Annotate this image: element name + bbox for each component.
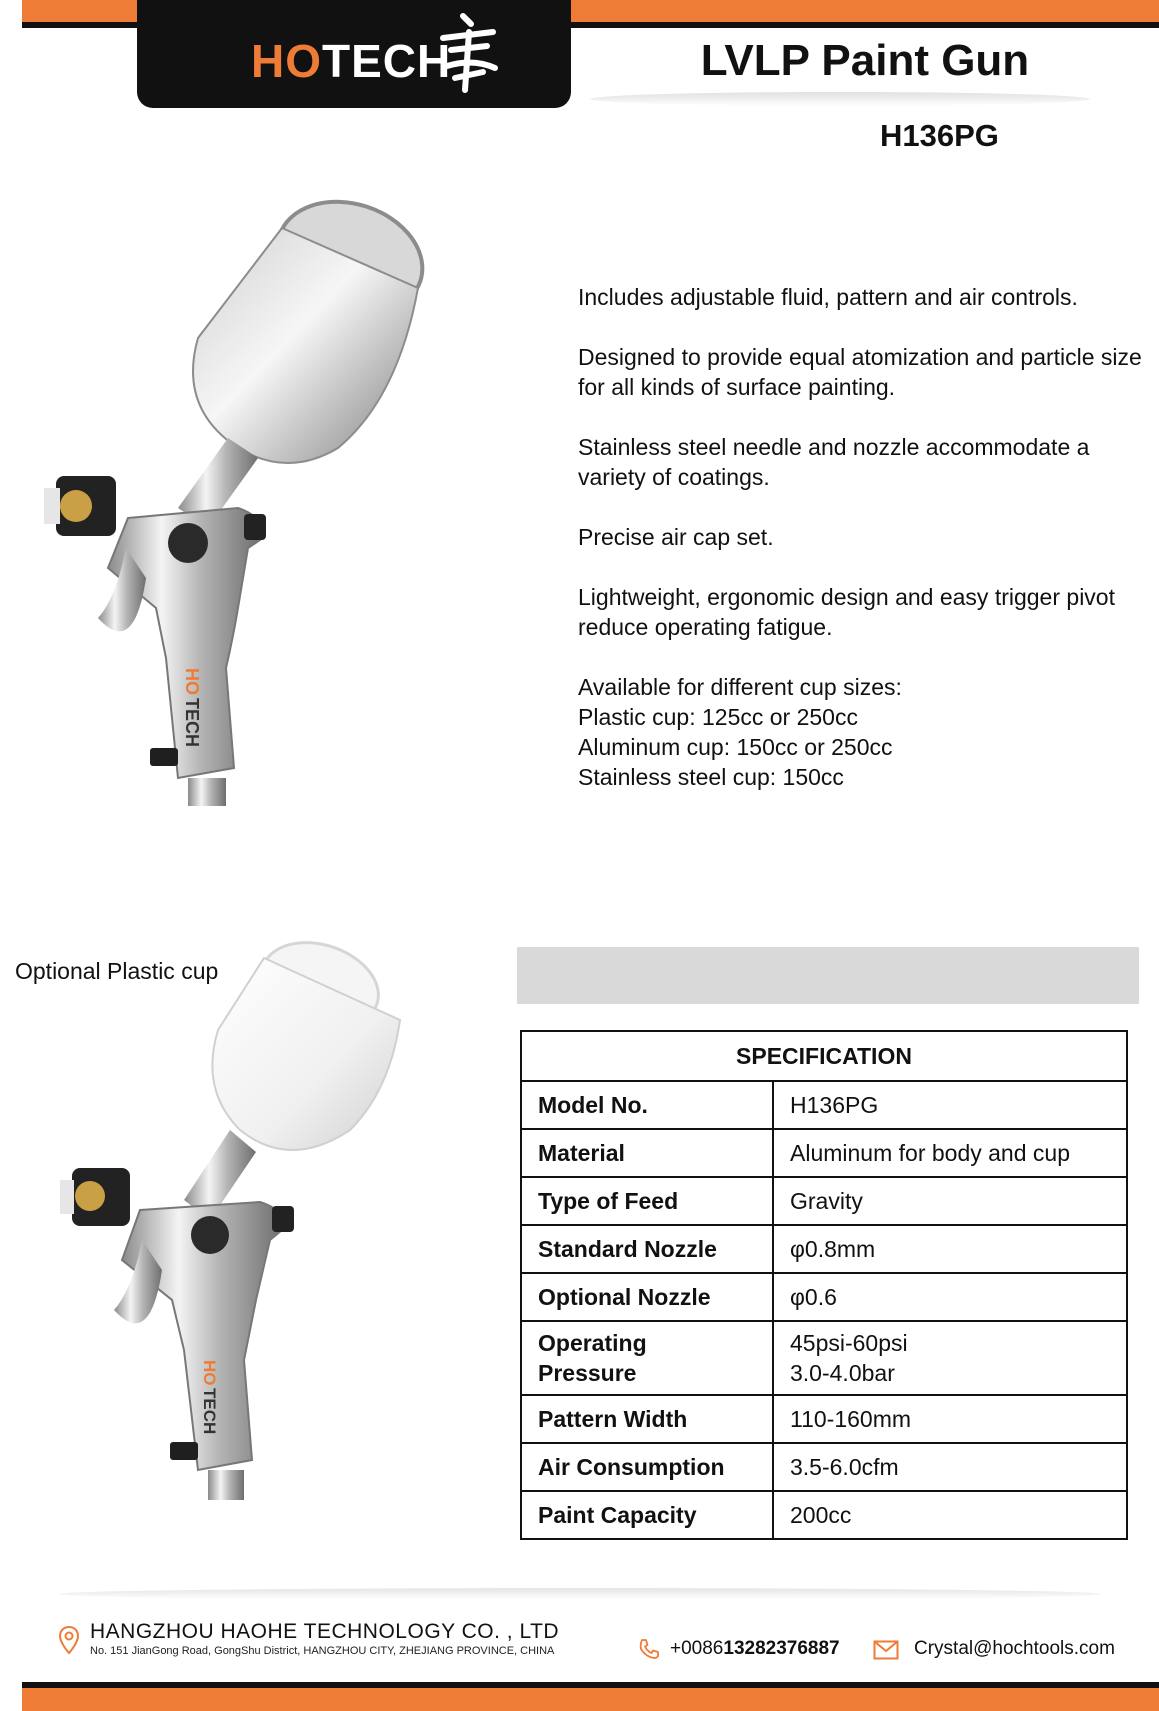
- spec-value-line: 45psi-60psi: [790, 1330, 908, 1356]
- feature-item: Stainless steel needle and nozzle accommodate a variety of coatings.: [578, 434, 1090, 490]
- spec-row: [521, 1177, 1127, 1225]
- company-address: No. 151 JianGong Road, GongShu District, HANGZHOU CITY, ZHEJIANG PROVINCE, CHINA: [90, 1645, 555, 1657]
- bottom-accent-bar: [22, 1688, 1159, 1711]
- spec-row: [521, 1443, 1127, 1491]
- spec-key: Standard Nozzle: [521, 1225, 773, 1273]
- brand-logo: [137, 0, 571, 108]
- spec-key-line: Operating: [538, 1330, 647, 1356]
- spec-row: [521, 1273, 1127, 1321]
- spec-value-line: 3.0-4.0bar: [790, 1360, 895, 1386]
- page-title: LVLP Paint Gun: [700, 36, 1030, 85]
- cup-size-item: Stainless steel cup: 150cc: [578, 764, 844, 790]
- cup-size-item: Plastic cup: 125cc or 250cc: [578, 704, 858, 730]
- spec-row: [521, 1129, 1127, 1177]
- phone-icon: [637, 1637, 661, 1661]
- spec-value: Aluminum for body and cup: [773, 1129, 1127, 1177]
- logo-calligraphy-icon: [433, 10, 503, 95]
- spec-header-row: [521, 1031, 1127, 1081]
- phone-digits: 13282376887: [723, 1638, 840, 1659]
- spec-value: φ0.8mm: [773, 1225, 1127, 1273]
- logo-tech: TECH: [322, 35, 452, 87]
- spec-key: Optional Nozzle: [521, 1273, 773, 1321]
- feature-list: [578, 282, 1148, 792]
- spec-row: [521, 1395, 1127, 1443]
- spec-row: [521, 1491, 1127, 1539]
- spec-value: 110-160mm: [773, 1395, 1127, 1443]
- spec-value: 3.5-6.0cfm: [773, 1443, 1127, 1491]
- spec-key: Type of Feed: [521, 1177, 773, 1225]
- company-name: HANGZHOU HAOHE TECHNOLOGY CO. , LTD: [90, 1620, 560, 1643]
- phone-number[interactable]: [670, 1638, 840, 1660]
- logo-wordmark: [251, 34, 451, 88]
- spec-heading: SPECIFICATION: [521, 1031, 1127, 1081]
- spec-row: [521, 1081, 1127, 1129]
- spec-key: Model No.: [521, 1081, 773, 1129]
- title-underline-shadow: [590, 92, 1090, 106]
- logo-ho: HO: [251, 35, 322, 87]
- paint-gun-plastic-cup-image: [50, 930, 420, 1560]
- spec-banner: [517, 947, 1139, 1004]
- paint-gun-aluminum-image: [38, 188, 458, 868]
- svg-text:TECH: TECH: [182, 698, 202, 747]
- spec-key-line: Pressure: [538, 1360, 637, 1386]
- spec-key: Pattern Width: [521, 1395, 773, 1443]
- feature-item: Includes adjustable fluid, pattern and air controls.: [578, 284, 1078, 310]
- spec-key: Paint Capacity: [521, 1491, 773, 1539]
- svg-text:HO: HO: [200, 1360, 219, 1386]
- spec-value: [773, 1321, 1127, 1395]
- mail-icon: [873, 1640, 899, 1660]
- location-pin-icon: [58, 1625, 80, 1655]
- spec-key: Material: [521, 1129, 773, 1177]
- cup-sizes-intro: Available for different cup sizes:: [578, 674, 902, 700]
- spec-value: H136PG: [773, 1081, 1127, 1129]
- feature-item: Lightweight, ergonomic design and easy trigger pivot reduce operating fatigue.: [578, 584, 1115, 640]
- spec-row: [521, 1321, 1127, 1395]
- phone-prefix: +0086: [670, 1638, 724, 1659]
- feature-item: Precise air cap set.: [578, 524, 774, 550]
- spec-value: Gravity: [773, 1177, 1127, 1225]
- spec-key: [521, 1321, 773, 1395]
- svg-text:TECH: TECH: [200, 1388, 219, 1435]
- svg-text:HO: HO: [182, 668, 202, 695]
- spec-row: [521, 1225, 1127, 1273]
- spec-key: Air Consumption: [521, 1443, 773, 1491]
- spec-value: φ0.6: [773, 1273, 1127, 1321]
- feature-item: Designed to provide equal atomization and particle size for all kinds of surface painting.: [578, 344, 1142, 400]
- email-link[interactable]: Crystal@hochtools.com: [914, 1638, 1115, 1659]
- cup-size-item: Aluminum cup: 150cc or 250cc: [578, 734, 893, 760]
- specification-table: [520, 1030, 1128, 1540]
- model-code: H136PG: [880, 118, 999, 153]
- optional-plastic-cup-label: Optional Plastic cup: [15, 958, 219, 984]
- spec-value: 200cc: [773, 1491, 1127, 1539]
- footer-divider-shadow: [60, 1588, 1100, 1600]
